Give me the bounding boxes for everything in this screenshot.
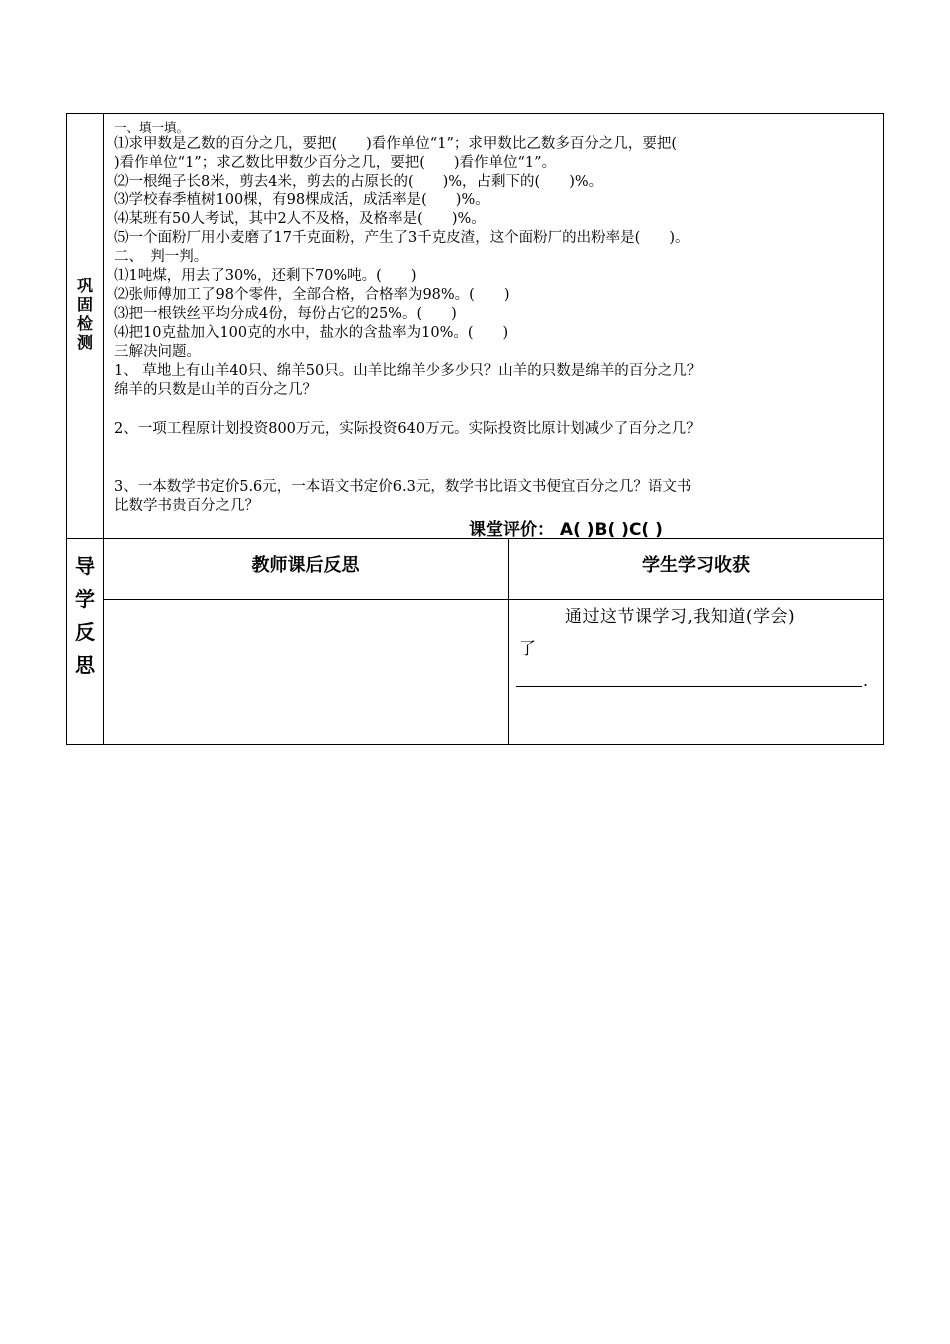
student-gain-text-cont: 了 — [519, 639, 536, 659]
content-line: ⑸一个面粉厂用小麦磨了17千克面粉，产生了3千克皮渣，这个面粉厂的出粉率是( )。 — [114, 230, 690, 246]
blank-end-period: . — [863, 671, 869, 690]
teacher-reflection-header: 教师课后反思 — [251, 555, 360, 576]
content-line: 1、 草地上有山羊40只、绵羊50只。山羊比绵羊少多少只？山羊的只数是绵羊的百分之几？ — [114, 363, 702, 379]
class-evaluation: 课堂评价： A( )B( )C( ) — [469, 520, 663, 540]
content-line: ⑶学校春季植树100棵，有98棵成活，成活率是( )%。 — [114, 192, 490, 208]
section-judge-title: 二、 判一判。 — [114, 249, 209, 265]
section-fill-title: 一、填一填。 — [114, 120, 190, 135]
content-line: ⑷某班有50人考试，其中2人不及格，及格率是( )%。 — [114, 211, 486, 227]
content-line: ⑷把10克盐加入100克的水中，盐水的含盐率为10%。( ) — [114, 325, 509, 341]
side-label-reflect: 导学反思 — [75, 554, 95, 677]
content-line: ⑶把一根铁丝平均分成4份，每份占它的25%。( ) — [114, 306, 457, 322]
content-line: ⑵一根绳子长8米，剪去4米，剪去的占原长的( )%，占剩下的( )%。 — [114, 174, 604, 190]
worksheet-table — [66, 113, 884, 745]
content-line: 绵羊的只数是山羊的百分之几？ — [114, 382, 317, 398]
student-gain-header: 学生学习收获 — [642, 555, 750, 576]
content-line: 2、一项工程原计划投资800万元，实际投资640万元。实际投资比原计划减少了百分之几？ — [114, 421, 701, 437]
teacher-reflection-area[interactable] — [104, 600, 507, 744]
content-line: ⑵张师傅加工了98个零件，全部合格，合格率为98%。( ) — [114, 287, 510, 303]
section-solve-title: 三解决问题。 — [114, 344, 201, 360]
answer-blank-line[interactable] — [516, 686, 862, 687]
content-line: )看作单位“1”；求乙数比甲数少百分之几，要把( )看作单位“1”。 — [114, 155, 557, 171]
student-gain-text: 通过这节课学习,我知道(学会) — [565, 607, 796, 627]
side-label-consolidate: 巩固检测 — [76, 276, 93, 352]
content-line: ⑴1吨煤，用去了30%，还剩下70%吨。( ) — [114, 268, 417, 284]
content-line: 3、一本数学书定价5.6元，一本语文书定价6.3元，数学书比语文书便宜百分之几？语文书 — [114, 479, 692, 495]
content-line: 比数学书贵百分之几？ — [114, 498, 259, 514]
content-line: ⑴求甲数是乙数的百分之几，要把( )看作单位“1”；求甲数比乙数多百分之几，要把( — [114, 136, 678, 152]
